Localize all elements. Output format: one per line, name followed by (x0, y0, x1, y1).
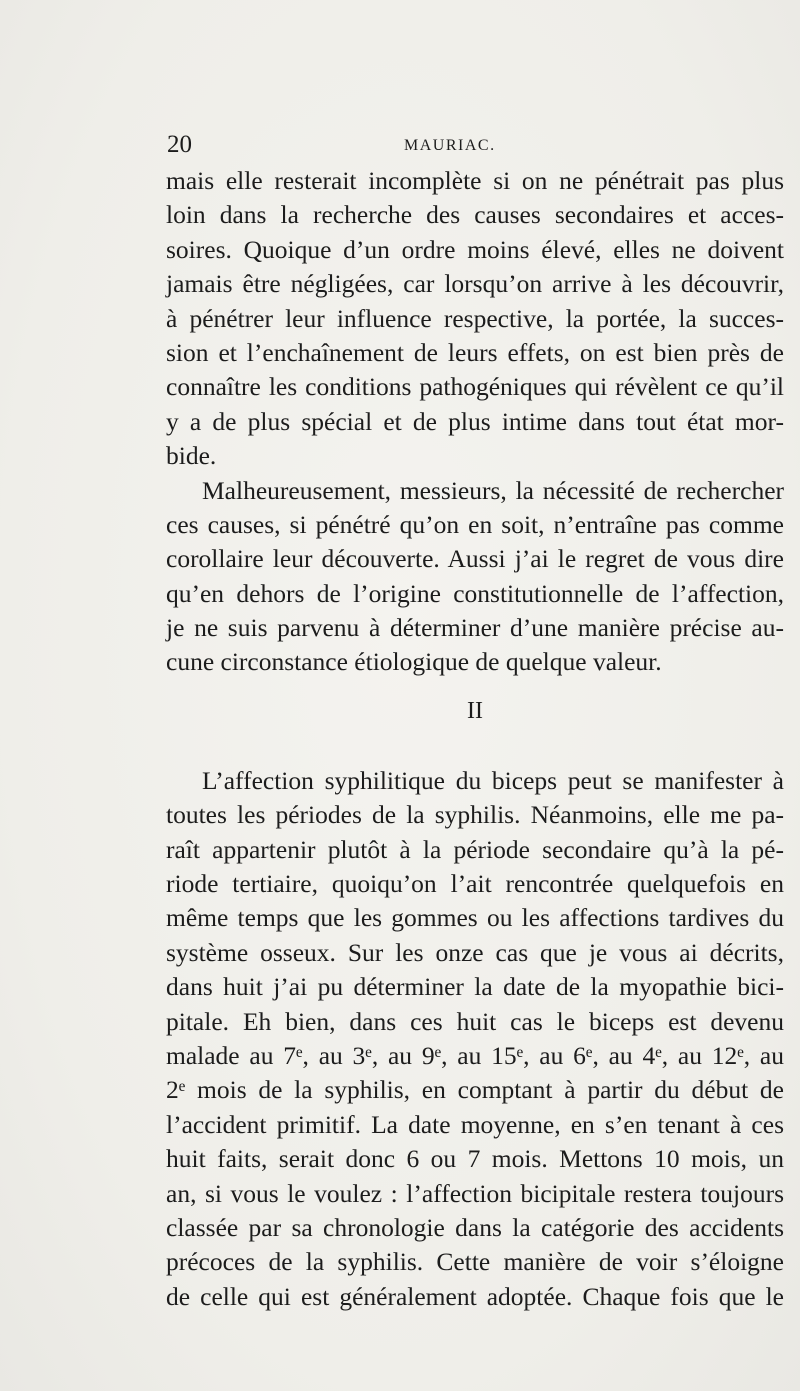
paragraph-3 (166, 764, 784, 1314)
text-line: malade au 7ᵉ, au 3ᵉ, au 9ᵉ, au 15ᵉ, au 6ᵉ, au 4ᵉ, au 12ᵉ, au (166, 1040, 784, 1070)
text-line: L’affection syphilitique du biceps peut se manifester à (202, 765, 784, 795)
text-line: même temps que les gommes ou les affections tardives du (166, 903, 784, 933)
text-line: 2ᵉ mois de la syphilis, en comptant à partir du début de (166, 1075, 784, 1105)
page-number: 20 (167, 131, 192, 158)
text-line: précoces de la syphilis. Cette manière de voir s’éloigne (166, 1247, 784, 1277)
text-line: bide. (166, 441, 217, 471)
text-line: cune circonstance étiologique de quelque valeur. (166, 647, 662, 677)
text-line: dans huit j’ai pu déterminer la date de la myopathie bici- (166, 972, 784, 1002)
text-line: je ne suis parvenu à déterminer d’une manière précise au- (166, 613, 784, 643)
text-line: y a de plus spécial et de plus intime dans tout état mor- (166, 406, 784, 436)
paragraph-1 (166, 164, 784, 474)
text-line: corollaire leur découverte. Aussi j’ai le regret de vous dire (166, 544, 784, 574)
text-line: jamais être négligées, car lorsqu’on arrive à les découvrir, (166, 269, 784, 299)
text-line: connaître les conditions pathogéniques qui révèlent ce qu’il (166, 372, 784, 402)
text-line: à pénétrer leur influence respective, la portée, la succes- (166, 303, 784, 333)
section-heading: II (467, 697, 483, 724)
text-line: qu’en dehors de l’origine constitutionnelle de l’affection, (166, 578, 784, 608)
page-header (167, 130, 784, 162)
text-line: an, si vous le voulez : l’affection bicipitale restera toujours (166, 1178, 784, 1208)
body-text (166, 164, 784, 1314)
text-line: riode tertiaire, quoiqu’on l’ait rencontrée quelquefois en (166, 869, 784, 899)
text-line: système osseux. Sur les onze cas que je vous ai décrits, (166, 937, 784, 967)
text-line: Malheureusement, messieurs, la nécessité de rechercher (202, 475, 784, 505)
section-spacer (166, 742, 784, 764)
text-line: raît appartenir plutôt à la période secondaire qu’à la pé- (166, 834, 784, 864)
text-line: ces causes, si pénétré qu’on en soit, n’entraîne pas comme (166, 509, 784, 539)
running-head: MAURIAC. (404, 137, 496, 154)
text-line: de celle qui est généralement adoptée. Chaque fois que le (166, 1281, 784, 1311)
paragraph-2 (166, 474, 784, 680)
text-line: huit faits, serait donc 6 ou 7 mois. Mettons 10 mois, un (166, 1144, 784, 1174)
text-line: soires. Quoique d’un ordre moins élevé, elles ne doivent (166, 234, 784, 264)
text-line: l’accident primitif. La date moyenne, en s’en tenant à ces (166, 1109, 784, 1139)
text-line: classée par sa chronologie dans la catégorie des accidents (166, 1212, 784, 1242)
text-line: pitale. Eh bien, dans ces huit cas le biceps est devenu (166, 1006, 784, 1036)
text-line: loin dans la recherche des causes secondaires et acces- (166, 200, 784, 230)
text-line: sion et l’enchaînement de leurs effets, on est bien près de (166, 337, 784, 367)
text-line: toutes les périodes de la syphilis. Néanmoins, elle me pa- (166, 800, 784, 830)
text-line: mais elle resterait incomplète si on ne pénétrait pas plus (166, 166, 784, 195)
